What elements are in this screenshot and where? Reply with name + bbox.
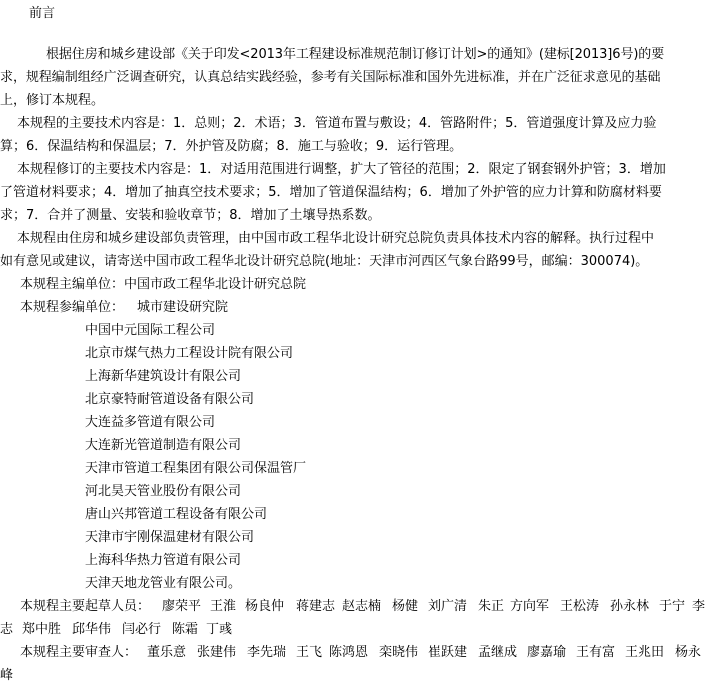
document-page: 前言 根据住房和城乡建设部《关于印发<2013年工程建设标准规范制订修订计划>的通知》(建标[2013]6号)的要 求，规程编制组经广泛调查研究，认真总结实践经验，参考有关国际标准和国外先进标准，并在广泛征求意见的基础 上，修订本规程。 本规程的主要技术内容是：1．总则；2．术语；3．管道布置与敷设；4．管路附件；5．管道强度计算及应力验 算；6．保温结构和保温层；7．外护管及防腐；8．施工与验收；9．运行管理。 本规程修订的主要技术内容是：1．对适用范围进行调整，扩大了管径的范围；2．限定了钢套钢外护管；3．增加 了管道材料要求；4．增加了抽真空技术要求；5．增加了管道保温结构；6．增加了外护管的应力计算和防腐材料要 求；7．合并了测量、安装和验收章节；8．增加了土壤导热系数。 本规程由住房和城乡建设部负责管理，由中国市政工程华北设计研究总院负责具体技术内容的解释。执行过程中 如有意见或建议，请寄送中国市政工程华北设计研究总院(地址：天津市河西区气象台路99号，邮编：300074)。 本规程主编单位：中国市政工程华北设计研究总院 本规程参编单位： 城市建设研究院 中国中元国际工程公司 北京市煤气热力工程设计院有限公司 上海新华建筑设计有限公司 北京豪特耐管道设备有限公司 大连益多管道有限公司 大连新光管道制造有限公司 天津市管道工程集团有限公司保温管厂 河北昊天管业股份有限公司 唐山兴邦管道工程设备有限公司 天津市宇刚保温建材有限公司 上海科华热力管道有限公司 天津天地龙管业有限公司。 本规程主要起草人员： 廖荣平 王淮 杨良仲 蒋建志 赵志楠 杨健 刘广清 朱正 方向军 王松涛 孙永林 于宁 李 志 郑中胜 邱华伟 闫必行 陈霜 丁彧 本规程主要审查人： 董乐意 张建伟 李先瑞 王飞 陈鸿恩 栾晓伟 崔跃建 孟继成 廖嘉瑜 王有富 王兆田 杨永 峰 [0,6,706,683]
person-name: 丁彧 [206,622,233,637]
person-name: 王有富 [576,645,616,660]
person-name: 杨良仲 [245,599,285,614]
person-name: 峰 [0,668,14,683]
person-name: 王松涛 [560,599,600,614]
person-name: 刘广清 [428,599,468,614]
person-name: 孙永林 [610,599,650,614]
person-name: 郑中胜 [22,622,62,637]
person-name: 李先瑞 [247,645,287,660]
person-name: 陈鸿恩 [329,645,369,660]
person-name: 闫必行 [122,622,162,637]
person-name: 陈霜 [172,622,199,637]
person-name: 孟继成 [478,645,518,660]
person-name: 李 [692,599,706,614]
person-name: 张建伟 [197,645,237,660]
person-name: 廖荣平 [162,599,202,614]
person-name: 方向军 [510,599,550,614]
person-name: 廖嘉瑜 [527,645,567,660]
person-name: 邱华伟 [72,622,112,637]
person-name: 杨永 [675,645,702,660]
person-name: 赵志楠 [342,599,382,614]
person-name: 志 [0,622,14,637]
person-name: 于宁 [659,599,686,614]
person-name: 崔跃建 [428,645,468,660]
person-name: 王淮 [210,599,237,614]
person-name: 杨健 [392,599,419,614]
person-name: 栾晓伟 [379,645,419,660]
person-name: 董乐意 [147,645,187,660]
person-name: 蒋建志 [296,599,336,614]
person-name: 朱正 [478,599,505,614]
person-name: 王飞 [296,645,323,660]
person-name: 王兆田 [625,645,665,660]
